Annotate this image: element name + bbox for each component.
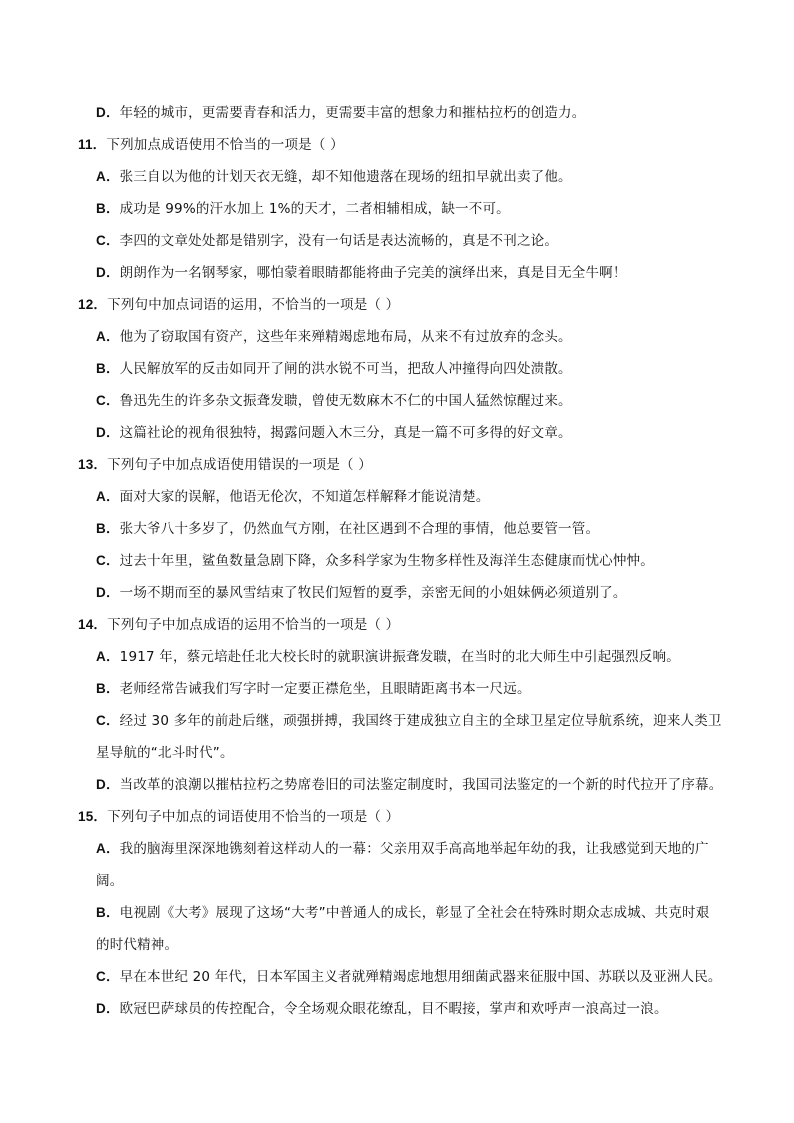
line-text: 星导航的“北斗时代”。 bbox=[96, 745, 234, 761]
line-text: 下列句子中加点成语使用错误的一项是（ ） bbox=[107, 457, 372, 473]
line-text: 张大爷八十多岁了，仍然血气方刚，在社区遇到不合理的事情，他总要管一管。 bbox=[119, 521, 600, 537]
question-stem bbox=[78, 615, 399, 635]
option-continuation bbox=[96, 871, 123, 891]
question-stem bbox=[78, 295, 399, 315]
answer-option bbox=[96, 519, 599, 539]
question-stem bbox=[78, 455, 372, 475]
question-number: 13． bbox=[78, 457, 108, 472]
answer-option bbox=[96, 487, 490, 507]
option-letter: A． bbox=[96, 329, 120, 344]
option-letter: C． bbox=[96, 233, 120, 248]
line-text: 这篇社论的视角很独特，揭露问题入木三分，真是一篇不可多得的好文章。 bbox=[119, 425, 572, 441]
option-letter: D． bbox=[96, 585, 120, 600]
line-text: 电视剧《大考》展现了这场“大考”中普通人的成长，彰显了全社会在特殊时期众志成城、共克时艰 bbox=[119, 905, 710, 921]
option-letter: B． bbox=[96, 681, 120, 696]
answer-option bbox=[96, 775, 722, 795]
question-stem bbox=[78, 135, 344, 155]
option-letter: A． bbox=[96, 649, 120, 664]
question-stem bbox=[78, 807, 399, 827]
line-text: 我的脑海里深深地镌刻着这样动人的一幕：父亲用双手高高地举起年幼的我，让我感觉到天地的广 bbox=[119, 841, 709, 857]
option-letter: D． bbox=[96, 1001, 120, 1016]
option-letter: B． bbox=[96, 905, 120, 920]
line-text: 下列句子中加点成语的运用不恰当的一项是（ ） bbox=[107, 617, 400, 633]
option-letter: B． bbox=[96, 201, 120, 216]
question-number: 11． bbox=[78, 137, 107, 152]
line-text: 下列句子中加点的词语使用不恰当的一项是（ ） bbox=[107, 809, 400, 825]
option-letter: B． bbox=[96, 361, 120, 376]
question-number: 14． bbox=[78, 617, 108, 632]
answer-option bbox=[96, 583, 627, 603]
line-text: 经过 30 多年的前赴后继，顽强拼搏，我国终于建成独立自主的全球卫星定位导航系统，迎来人类卫 bbox=[119, 713, 722, 729]
answer-option bbox=[96, 199, 510, 219]
answer-option bbox=[96, 263, 627, 283]
line-text: 早在本世纪 20 年代，日本军国主义者就殚精竭虑地想用细菌武器来征服中国、苏联以及亚洲人民。 bbox=[119, 969, 722, 985]
line-text: 成功是 99%的汗水加上 1%的天才，二者相辅相成，缺一不可。 bbox=[119, 201, 510, 217]
answer-option bbox=[96, 327, 572, 347]
option-letter: C． bbox=[96, 969, 120, 984]
line-text: 阔。 bbox=[96, 873, 124, 889]
line-text: 他为了窃取国有资产，这些年来殚精竭虑地布局，从来不有过放弃的念头。 bbox=[119, 329, 572, 345]
option-continuation bbox=[96, 743, 234, 763]
line-text: 李四的文章处处都是错别字，没有一句话是表达流畅的，真是不刊之论。 bbox=[119, 233, 559, 249]
answer-option bbox=[96, 903, 709, 923]
option-letter: B． bbox=[96, 521, 120, 536]
option-letter: C． bbox=[96, 713, 120, 728]
answer-option bbox=[96, 359, 572, 379]
line-text: 过去十年里，鲨鱼数量急剧下降，众多科学家为生物多样性及海洋生态健康而忧心忡忡。 bbox=[119, 553, 654, 569]
line-text: 朗朗作为一名钢琴家，哪怕蒙着眼睛都能将曲子完美的演绎出来，真是目无全牛啊！ bbox=[119, 265, 627, 281]
line-text: 下列句中加点词语的运用，不恰当的一项是（ ） bbox=[107, 297, 400, 313]
option-continuation bbox=[96, 935, 178, 955]
answer-option bbox=[96, 999, 668, 1019]
answer-option bbox=[96, 679, 531, 699]
line-text: 1917 年，蔡元培赴任北大校长时的就职演讲振聋发聩，在当时的北大师生中引起强烈反响。 bbox=[119, 649, 680, 665]
line-text: 下列加点成语使用不恰当的一项是（ ） bbox=[106, 137, 344, 153]
line-text: 老师经常告诫我们写字时一定要正襟危坐，且眼睛距离书本一尺远。 bbox=[119, 681, 531, 697]
answer-option bbox=[96, 839, 709, 859]
line-text: 张三自以为他的计划天衣无缝，却不知他遗落在现场的纽扣早就出卖了他。 bbox=[119, 169, 572, 185]
answer-option bbox=[96, 967, 722, 987]
option-letter: A． bbox=[96, 841, 120, 856]
answer-option bbox=[96, 103, 585, 123]
answer-option bbox=[96, 167, 572, 187]
option-letter: D． bbox=[96, 777, 120, 792]
answer-option bbox=[96, 551, 654, 571]
line-text: 鲁迅先生的许多杂文振聋发聩，曾使无数麻木不仁的中国人猛然惊醒过来。 bbox=[119, 393, 572, 409]
question-number: 15． bbox=[78, 809, 108, 824]
line-text: 面对大家的误解，他语无伦次，不知道怎样解释才能说清楚。 bbox=[119, 489, 490, 505]
option-letter: D． bbox=[96, 265, 120, 280]
answer-option bbox=[96, 423, 572, 443]
option-letter: C． bbox=[96, 553, 120, 568]
line-text: 一场不期而至的暴风雪结束了牧民们短暂的夏季，亲密无间的小姐妹俩必须道别了。 bbox=[119, 585, 627, 601]
line-text: 人民解放军的反击如同开了闸的洪水锐不可当，把敌人冲撞得向四处溃散。 bbox=[119, 361, 572, 377]
option-letter: C． bbox=[96, 393, 120, 408]
option-letter: A． bbox=[96, 169, 120, 184]
answer-option bbox=[96, 391, 572, 411]
option-letter: A． bbox=[96, 489, 120, 504]
line-text: 欧冠巴萨球员的传控配合，令全场观众眼花缭乱，目不暇接，掌声和欢呼声一浪高过一浪。 bbox=[119, 1001, 668, 1017]
answer-option bbox=[96, 647, 680, 667]
line-text: 年轻的城市，更需要青春和活力，更需要丰富的想象力和摧枯拉朽的创造力。 bbox=[119, 105, 586, 121]
line-text: 的时代精神。 bbox=[96, 937, 179, 953]
option-letter: D． bbox=[96, 425, 120, 440]
answer-option bbox=[96, 231, 558, 251]
line-text: 当改革的浪潮以摧枯拉朽之势席卷旧的司法鉴定制度时，我国司法鉴定的一个新的时代拉开了序幕。 bbox=[119, 777, 723, 793]
question-number: 12． bbox=[78, 297, 108, 312]
option-letter: D． bbox=[96, 105, 120, 120]
answer-option bbox=[96, 711, 722, 731]
